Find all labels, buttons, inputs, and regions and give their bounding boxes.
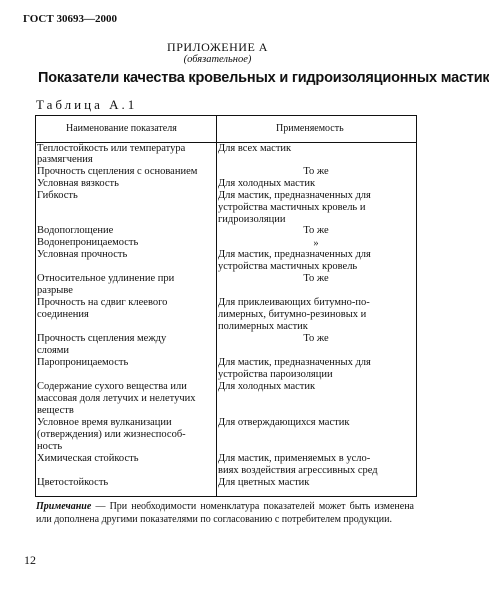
applicability-line: устройства мастичных кровель и bbox=[218, 202, 366, 213]
indicator-line: Условное время вулканизации bbox=[37, 417, 172, 428]
indicator-line: разрыве bbox=[37, 285, 73, 296]
column-divider bbox=[216, 116, 217, 496]
indicator-line: Теплостойкость или температура bbox=[37, 143, 186, 154]
applicability-line: То же bbox=[303, 225, 329, 236]
applicability-line: Для холодных мастик bbox=[218, 381, 316, 392]
applicability-line: виях воздействия агрессивных сред bbox=[218, 465, 378, 476]
indicator-line: Гибкость bbox=[37, 190, 78, 201]
applicability-line: полимерных мастик bbox=[218, 321, 308, 332]
indicator-line: Условная прочность bbox=[37, 249, 128, 260]
indicator-line: Цветостойкость bbox=[37, 477, 109, 488]
indicator-line: Прочность сцепления между bbox=[37, 333, 167, 344]
indicator-line: размягчения bbox=[37, 154, 93, 165]
indicator-line: Водонепроницаемость bbox=[37, 237, 139, 248]
col-header-indicator: Наименование показателя bbox=[66, 123, 177, 134]
document-header: ГОСТ 30693—2000 bbox=[23, 13, 117, 25]
applicability-line: Для мастик, предназначенных для bbox=[218, 190, 371, 201]
applicability-line: То же bbox=[303, 333, 329, 344]
table-caption: Таблица А.1 bbox=[36, 97, 138, 112]
table-note bbox=[36, 501, 414, 526]
indicator-line: ность bbox=[37, 441, 63, 452]
appendix-title: ПРИЛОЖЕНИЕ А bbox=[167, 40, 268, 54]
note-label: Примечание bbox=[36, 501, 92, 512]
applicability-line: гидроизоляции bbox=[218, 214, 286, 225]
applicability-line: Для мастик, предназначенных для bbox=[218, 357, 371, 368]
indicator-line: Прочность на сдвиг клеевого bbox=[37, 297, 168, 308]
applicability-line: Для мастик, применяемых в усло- bbox=[218, 453, 371, 464]
applicability-line: Для холодных мастик bbox=[218, 178, 316, 189]
indicator-line: Паропроницаемость bbox=[37, 357, 129, 368]
indicator-line: (отверждения) или жизнеспособ- bbox=[37, 429, 186, 440]
indicator-line: Химическая стойкость bbox=[37, 453, 139, 464]
applicability-line: Для приклеивающих битумно-по- bbox=[218, 297, 370, 308]
applicability-line: устройства мастичных кровель bbox=[218, 261, 358, 272]
applicability-line: То же bbox=[303, 273, 329, 284]
indicator-line: Водопоглощение bbox=[37, 225, 114, 236]
indicator-line: веществ bbox=[37, 405, 74, 416]
appendix-subtitle: (обязательное) bbox=[183, 54, 252, 65]
applicability-line: Для всех мастик bbox=[218, 143, 292, 154]
applicability-line: Для цветных мастик bbox=[218, 477, 310, 488]
indicator-line: Содержание сухого вещества или bbox=[37, 381, 187, 392]
col-header-applicability: Применяемость bbox=[276, 123, 344, 134]
indicator-line: Условная вязкость bbox=[37, 178, 119, 189]
section-title: Показатели качества кровельных и гидроизоляционных мастик bbox=[38, 70, 489, 86]
applicability-line: Для отверждающихся мастик bbox=[218, 417, 350, 428]
page-number: 12 bbox=[24, 553, 36, 567]
applicability-line: Для мастик, предназначенных для bbox=[218, 249, 371, 260]
indicator-line: соединения bbox=[37, 309, 89, 320]
applicability-line: » bbox=[313, 238, 319, 249]
indicator-line: Прочность сцепления с основанием bbox=[37, 166, 198, 177]
applicability-line: устройства пароизоляции bbox=[218, 369, 333, 380]
applicability-line: То же bbox=[303, 166, 329, 177]
applicability-line: лимерных, битумно-резиновых и bbox=[218, 309, 367, 320]
indicator-line: Относительное удлинение при bbox=[37, 273, 175, 284]
note-text: — При необходимости номенклатура показателей может быть изменена или дополнена другими показателями по согласованию с потребителем продукции. bbox=[36, 501, 414, 525]
indicator-line: массовая доля летучих и нелетучих bbox=[37, 393, 196, 404]
indicator-line: слоями bbox=[37, 345, 70, 356]
